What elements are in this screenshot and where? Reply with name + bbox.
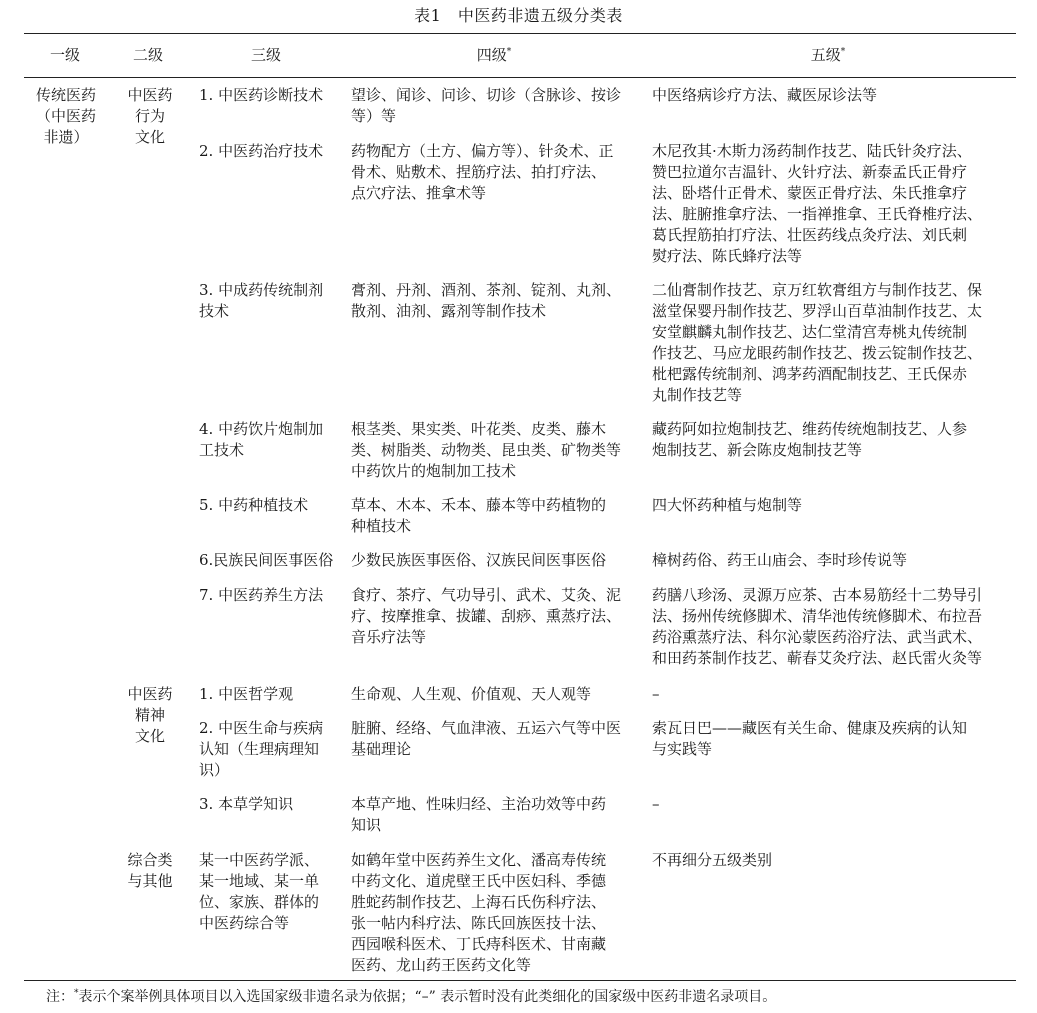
level2-cell	[116, 684, 184, 747]
level5-cell-line: 中医络病诊疗方法、藏医尿诊法等	[652, 86, 878, 104]
level4-cell	[351, 141, 641, 204]
level4-cell	[351, 850, 641, 976]
level5-cell-line: 二仙膏制作技艺、京万红软膏组方与制作技艺、保	[652, 281, 983, 299]
level5-cell-line: 四大怀药种植与炮制等	[652, 496, 803, 514]
level4-cell	[351, 585, 641, 648]
level5-cell	[652, 280, 1014, 406]
level4-cell-line: 药物配方（土方、偏方等）、针灸术、正	[351, 142, 614, 160]
level3-cell-line: 6.民族民间医事医俗	[199, 551, 334, 569]
header-level4-asterisk: *	[506, 47, 512, 57]
level4-cell	[351, 550, 641, 571]
header-level2-label: 二级	[132, 46, 163, 64]
header-level3-label: 三级	[250, 46, 281, 64]
level4-cell-line: 类、树脂类、动物类、昆虫类、矿物类等	[351, 441, 622, 459]
level4-cell-line: 膏剂、丹剂、酒剂、茶剂、锭剂、丸剂、	[351, 281, 622, 299]
level5-cell	[652, 141, 1014, 267]
level2-cell-line: 中医药	[127, 86, 173, 104]
level4-cell-line: 种植技术	[351, 517, 412, 535]
level4-cell-line: 等）等	[351, 107, 397, 125]
level5-cell	[652, 850, 1014, 871]
level3-cell-line: 某一地域、某一单	[199, 872, 320, 890]
level3-cell	[199, 850, 341, 934]
level3-cell	[199, 794, 341, 815]
level4-cell	[351, 495, 641, 537]
level4-cell-line: 脏腑、经络、气血津液、五运六气等中医	[351, 719, 622, 737]
level2-cell-line: 精神	[134, 706, 165, 724]
level5-cell	[652, 495, 1014, 516]
level5-cell	[652, 585, 1014, 669]
level3-cell	[199, 141, 341, 162]
level4-cell-line: 胜蛇药制作技艺、上海石氏伤科疗法、	[351, 893, 607, 911]
level2-cell-line: 中医药	[127, 685, 173, 703]
level4-cell-line: 本草产地、性味归经、主治功效等中药	[351, 795, 607, 813]
level4-cell-line: 基础理论	[351, 740, 412, 758]
header-level1-label: 一级	[49, 46, 80, 64]
level4-cell-line: 散剂、油剂、露剂等制作技术	[351, 302, 547, 320]
level3-cell-line: 2. 中医药治疗技术	[199, 142, 324, 160]
level4-cell-line: 少数民族医事医俗、汉族民间医事医俗	[351, 551, 607, 569]
level4-cell-line: 点穴疗法、推拿术等	[351, 184, 487, 202]
level5-cell-line: 不再细分五级类别	[652, 851, 773, 869]
level3-cell	[199, 85, 341, 106]
header-level4	[454, 44, 534, 66]
level5-cell-line: 炮制技艺、新会陈皮炮制技艺等	[652, 441, 863, 459]
level4-cell-line: 中药饮片的炮制加工技术	[351, 462, 517, 480]
level5-cell	[652, 550, 1014, 571]
level3-cell-line: 4. 中药饮片炮制加	[199, 420, 324, 438]
level3-cell-line: 技术	[199, 302, 230, 320]
table-title: 表1 中医药非遗五级分类表	[414, 6, 623, 25]
level4-cell-line: 音乐疗法等	[351, 628, 427, 646]
level4-cell-line: 医药、龙山药王医药文化等	[351, 956, 532, 974]
level2-cell-line: 综合类	[127, 851, 173, 869]
level5-cell-line: 作技艺、马应龙眼药制作技艺、拨云锭制作技艺、	[652, 344, 983, 362]
level1-cell-line: 非遗）	[43, 128, 89, 146]
level2-cell-line: 行为	[134, 107, 165, 125]
level5-cell-line: 法、脏腑推拿疗法、一指禅推拿、王氏脊椎疗法、	[652, 205, 983, 223]
level3-cell-line: 认知（生理病理知	[199, 740, 320, 758]
level3-cell-line: 2. 中医生命与疾病	[199, 719, 324, 737]
level4-cell	[351, 684, 641, 705]
level5-cell-line: 安堂麒麟丸制作技艺、达仁堂清宫寿桃丸传统制	[652, 323, 968, 341]
level3-cell-line: 中医药综合等	[199, 914, 290, 932]
level5-cell	[652, 85, 1014, 106]
level4-cell	[351, 85, 641, 127]
level3-cell-line: 识）	[199, 761, 230, 779]
level3-cell-line: 5. 中药种植技术	[199, 496, 309, 514]
level5-cell-line: 与实践等	[652, 740, 713, 758]
note-asterisk: *	[74, 988, 79, 999]
level5-cell-line: 和田药茶制作技艺、蕲春艾灸疗法、赵氏雷火灸等	[652, 649, 983, 667]
level4-cell-line: 疗、按摩推拿、拔罐、刮痧、熏蒸疗法、	[351, 607, 622, 625]
level5-cell-line: –	[652, 685, 660, 703]
level3-cell	[199, 585, 341, 606]
level2-cell-line: 与其他	[127, 872, 173, 890]
level4-cell	[351, 280, 641, 322]
level4-cell-line: 生命观、人生观、价值观、天人观等	[351, 685, 592, 703]
level3-cell-line: 工技术	[199, 441, 245, 459]
level3-cell-line: 位、家族、群体的	[199, 893, 320, 911]
level1-cell	[26, 85, 106, 148]
level5-cell-line: 滋堂保婴丹制作技艺、罗浮山百草油制作技艺、太	[652, 302, 983, 320]
level3-cell-line: 1. 中医哲学观	[199, 685, 294, 703]
level1-cell-line: 传统医药	[35, 86, 96, 104]
level5-cell-line: 药膳八珍汤、灵源万应茶、古本易筋经十二势导引	[652, 586, 983, 604]
level2-cell	[116, 850, 184, 892]
level5-cell-line: 赞巴拉道尔吉温针、火针疗法、新泰孟氏正骨疗	[652, 163, 968, 181]
level5-cell-line: 药浴熏蒸疗法、科尔沁蒙医药浴疗法、武当武术、	[652, 628, 983, 646]
level4-cell-line: 望诊、闻诊、问诊、切诊（含脉诊、按诊	[351, 86, 622, 104]
level3-cell	[199, 718, 341, 781]
table-note	[46, 987, 776, 1007]
header-level5-label: 五级	[810, 46, 841, 64]
level2-cell	[116, 85, 184, 148]
note-text: 表示个案举例具体项目以入选国家级非遗名录为依据；“–” 表示暂时没有此类细化的国家级中医药非遗名录项目。	[78, 989, 777, 1005]
level2-cell-line: 文化	[134, 128, 165, 146]
level3-cell-line: 7. 中医药养生方法	[199, 586, 324, 604]
level4-cell-line: 知识	[351, 816, 382, 834]
level3-cell	[199, 280, 341, 322]
note-prefix: 注：	[46, 989, 74, 1005]
level5-cell	[652, 794, 1014, 815]
level4-cell-line: 中药文化、道虎壁王氏中医妇科、季德	[351, 872, 607, 890]
level3-cell	[199, 684, 341, 705]
level5-cell-line: 樟树药俗、药王山庙会、李时珍传说等	[652, 551, 908, 569]
level3-cell-line: 3. 本草学知识	[199, 795, 294, 813]
header-level2	[118, 44, 178, 66]
header-level5-asterisk: *	[840, 47, 846, 57]
level4-cell	[351, 794, 641, 836]
level4-cell-line: 西园喉科医术、丁氏痔科医术、甘南藏	[351, 935, 607, 953]
level4-cell-line: 骨术、贴敷术、捏筋疗法、拍打疗法、	[351, 163, 607, 181]
level5-cell	[652, 419, 1014, 461]
level5-cell-line: 藏药阿如拉炮制技艺、维药传统炮制技艺、人参	[652, 420, 968, 438]
level3-cell-line: 某一中医药学派、	[199, 851, 320, 869]
level5-cell	[652, 718, 1014, 760]
level4-cell	[351, 419, 641, 482]
level5-cell-line: –	[652, 795, 660, 813]
header-level5	[788, 44, 868, 66]
level5-cell-line: 葛氏捏筋拍打疗法、壮医药线点灸疗法、刘氏刺	[652, 226, 968, 244]
level1-cell-line: （中医药	[35, 107, 96, 125]
header-rule	[24, 77, 1016, 78]
level4-cell-line: 食疗、茶疗、气功导引、武术、艾灸、泥	[351, 586, 622, 604]
level5-cell-line: 法、卧塔什正骨术、蒙医正骨疗法、朱氏推拿疗	[652, 184, 968, 202]
level3-cell	[199, 419, 341, 461]
level5-cell-line: 枇杷露传统制剂、鸿茅药酒配制技艺、王氏保赤	[652, 365, 968, 383]
level5-cell-line: 丸制作技艺等	[652, 386, 743, 404]
level4-cell-line: 如鹤年堂中医药养生文化、潘高寿传统	[351, 851, 607, 869]
level5-cell	[652, 684, 1014, 705]
header-level3	[236, 44, 296, 66]
top-rule	[24, 33, 1016, 34]
header-level1	[34, 44, 96, 66]
level5-cell-line: 法、扬州传统修脚术、清华池传统修脚术、布拉吾	[652, 607, 983, 625]
header-level4-label: 四级	[476, 46, 507, 64]
level4-cell	[351, 718, 641, 760]
level3-cell-line: 3. 中成药传统制剂	[199, 281, 324, 299]
level4-cell-line: 张一帖内科疗法、陈氏回族医技十法、	[351, 914, 607, 932]
level3-cell	[199, 550, 341, 571]
level5-cell-line: 木尼孜其·木斯力汤药制作技艺、陆氏针灸疗法、	[652, 142, 972, 160]
bottom-rule	[24, 980, 1016, 981]
level5-cell-line: 熨疗法、陈氏蜂疗法等	[652, 247, 803, 265]
level4-cell-line: 根茎类、果实类、叶花类、皮类、藤木	[351, 420, 607, 438]
level2-cell-line: 文化	[134, 727, 165, 745]
level4-cell-line: 草本、木本、禾本、藤本等中药植物的	[351, 496, 607, 514]
level5-cell-line: 索瓦日巴——藏医有关生命、健康及疾病的认知	[652, 719, 968, 737]
level3-cell	[199, 495, 341, 516]
level3-cell-line: 1. 中医药诊断技术	[199, 86, 324, 104]
